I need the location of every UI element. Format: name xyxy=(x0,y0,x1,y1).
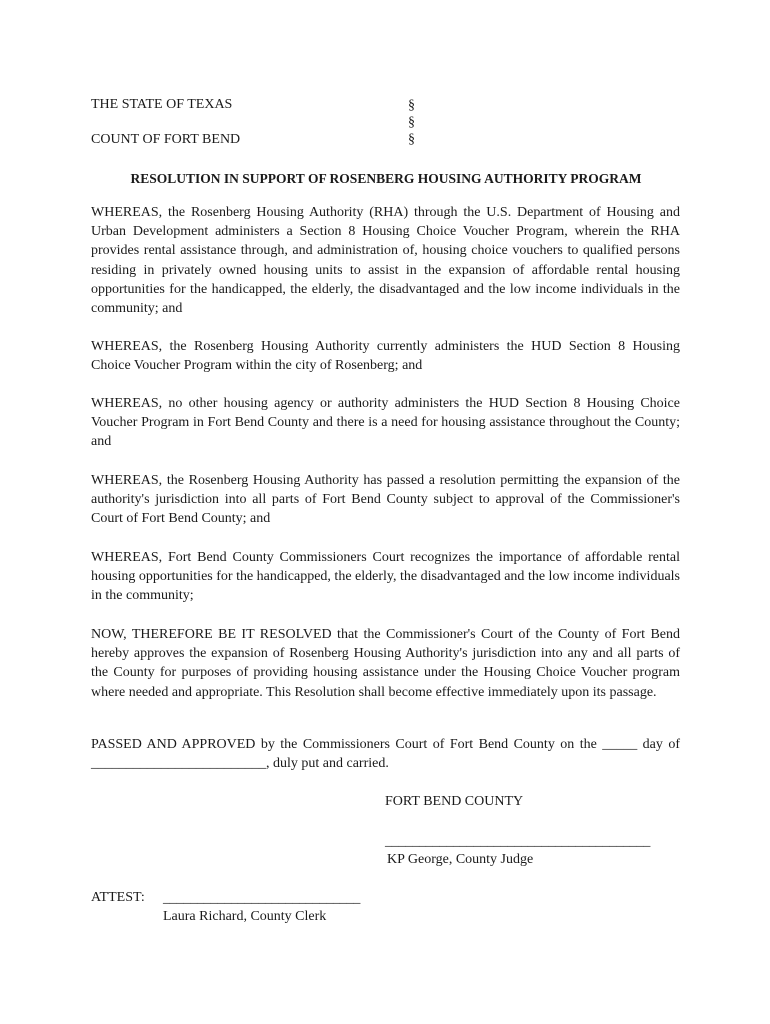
section-mark: § xyxy=(408,98,415,113)
passed-approved-paragraph: PASSED AND APPROVED by the Commissioners Court of Fort Bend County on the _____ day of _________________________, duly put and carried. xyxy=(91,737,680,772)
whereas-paragraph-2: WHEREAS, the Rosenberg Housing Authority currently administers the HUD Section 8 Housing Choice Voucher Program within the city of Rosenberg; and xyxy=(91,339,680,374)
clerk-name: Laura Richard, County Clerk xyxy=(163,909,327,924)
state-heading: THE STATE OF TEXAS xyxy=(91,97,233,112)
clerk-signature-line: _____________________________ xyxy=(163,891,361,906)
resolved-paragraph: NOW, THEREFORE BE IT RESOLVED that the Commissioner's Court of the County of Fort Bend hereby approves the expansion of Rosenberg Housing Authority's jurisdiction into any and all parts of the County for purposes of providing housing assistance under the Housing Choice Voucher program where needed and appropriate. This Resolution shall become effective immediately upon its passage. xyxy=(91,627,680,700)
attest-label: ATTEST: xyxy=(91,890,145,905)
whereas-paragraph-1: WHEREAS, the Rosenberg Housing Authority (RHA) through the U.S. Department of Housing and Urban Development administers a Section 8 Housing Choice Voucher Program, wherein the RHA provides rental assistance through, and administration of, housing choice vouchers to qualified persons residing in privately owned housing units to assist in the expansion of affordable rental housing opportunities for the handicapped, the elderly, the disadvantaged and the low income individuals in the community; and xyxy=(91,205,680,317)
section-mark: § xyxy=(408,132,415,147)
whereas-paragraph-3: WHEREAS, no other housing agency or authority administers the HUD Section 8 Housing Choice Voucher Program in Fort Bend County and there is a need for housing assistance throughout the County; and xyxy=(91,396,680,450)
whereas-paragraph-4: WHEREAS, the Rosenberg Housing Authority has passed a resolution permitting the expansion of the authority's jurisdiction into all parts of Fort Bend County subject to approval of the Commissioner's Court of Fort Bend County; and xyxy=(91,473,680,527)
resolution-title: RESOLUTION IN SUPPORT OF ROSENBERG HOUSING AUTHORITY PROGRAM xyxy=(130,171,642,186)
judge-name: KP George, County Judge xyxy=(387,852,534,867)
county-signature-entity: FORT BEND COUNTY xyxy=(385,794,524,809)
judge-signature-line: _______________________________________ xyxy=(385,834,651,849)
whereas-paragraph-5: WHEREAS, Fort Bend County Commissioners Court recognizes the importance of affordable rental housing opportunities for the handicapped, the elderly, the disadvantaged and the low income individuals in the community; xyxy=(91,550,680,604)
section-mark: § xyxy=(408,115,415,130)
county-heading: COUNT OF FORT BEND xyxy=(91,132,241,147)
